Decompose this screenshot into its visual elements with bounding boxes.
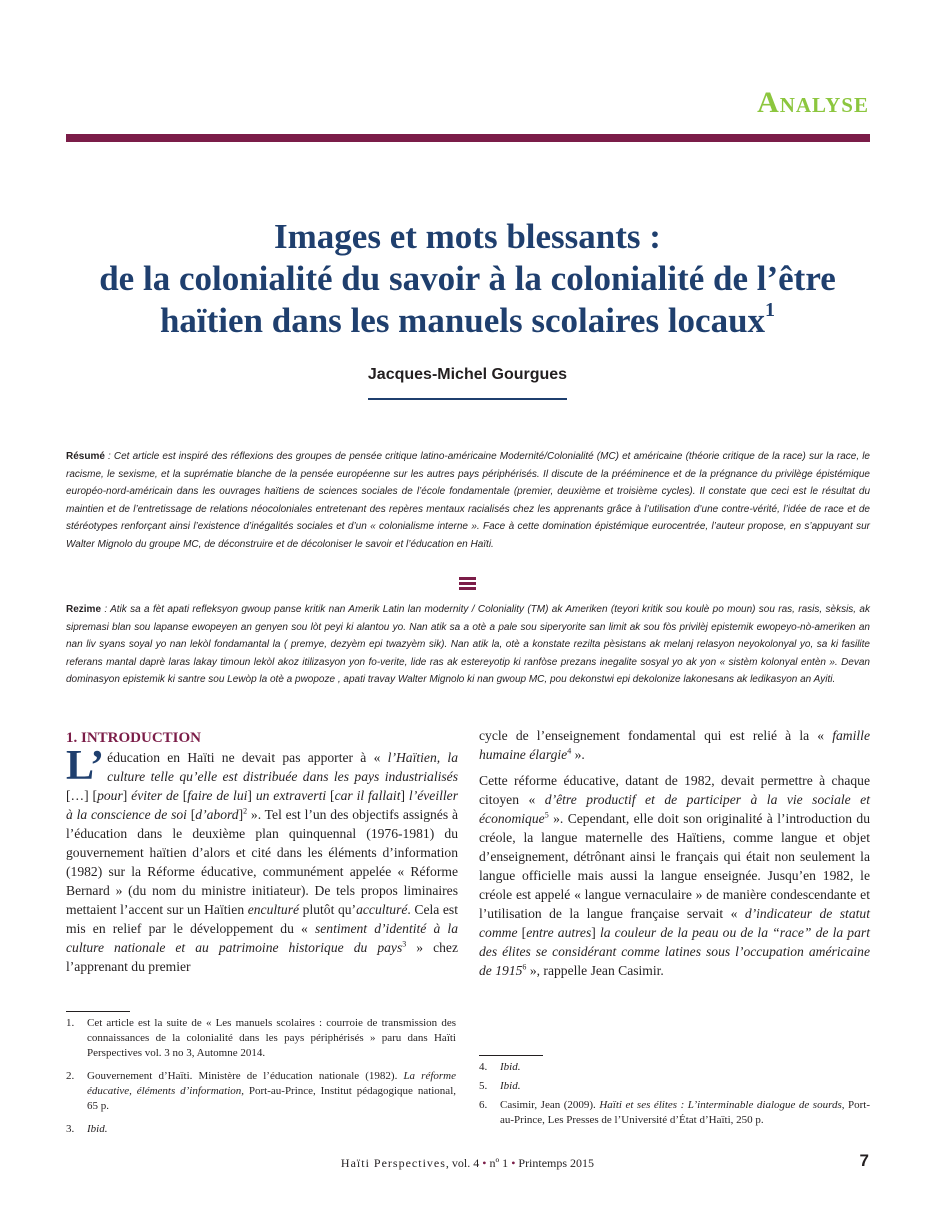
- footnotes-right: [479, 1060, 870, 1132]
- page-footer: Haïti Perspectives, vol. 4 • nº 1 • Printemps 2015: [340, 1156, 595, 1170]
- footnote-ref: 5: [544, 810, 549, 820]
- journal-name: Haïti Perspectives: [340, 1156, 446, 1170]
- footnote-ref: 4: [567, 746, 572, 756]
- abstract-french-text: : Cet article est inspiré des réflexions des groupes de pensée critique latino-américaine Modernité/Colonialité (MC) et américaine (théorie critique de la race) sur la race, le racisme, le sexisme, et la suprématie blanche de la pensée européenne sur les autres pays périphérisés. Il discute de la prééminence et de la prégnance du privilège épistémique européo-nord-américain dans les ouvrages haïtiens de sciences sociales de l’école fondamentale (premier, deuxième et troisième cycles). Il constate que ceci est le résultat du maintien et de l’entretissage de relations néocoloniales entretenant des repères mentaux racialisés chez les apprenants grâce à l’utilisation d’une contre-vérité, l’idée de race et de stéréotypes renforçant ainsi l’existence d’inégalités sociales et d’un « colonialisme interne ». Face à cette domination épistémique eurocentrée, l’auteur propose, en s’appuyant sur Walter Mignolo du groupe MC, de déconstruire et de décoloniser le savoir et l’éducation en Haïti.: [66, 451, 870, 550]
- section-heading: 1. INTRODUCTION: [66, 730, 202, 746]
- footnote-ref: 6: [522, 962, 527, 972]
- footnote: 4. Ibid.: [479, 1061, 521, 1073]
- body-column-right: [479, 726, 870, 980]
- drop-cap: L’: [66, 743, 105, 789]
- title-line-3: [40, 300, 895, 342]
- title-footnote-ref: 1: [765, 299, 776, 321]
- footnote-ref: 3: [402, 939, 407, 949]
- header-rule: [66, 134, 870, 142]
- divider-ornament-icon: [459, 577, 476, 591]
- footnotes-left: [66, 1016, 456, 1145]
- footnote: 6. Casimir, Jean (2009). Haïti et ses élites : L’interminable dialogue de sourds, Port-au-Prince, Les Presses de l’Université d’État d’Haïti, 250 p.: [479, 1099, 871, 1126]
- footnote-ref: 2: [243, 806, 248, 816]
- footnote: 3. Ibid.: [66, 1123, 108, 1135]
- author-rule: [368, 398, 567, 400]
- footnote: 5. Ibid.: [479, 1080, 521, 1092]
- body-paragraph: Cette réforme éducative, datant de 1982, devait permettre à chaque citoyen « d’être productif et de participer à la vie sociale et économique$^5$ ». Cependant, elle doit son originalité à l’introduction du créole, la langue maternelle des Haïtiens, comme langue et objet d’enseignement, détrônant ainsi le français qui était non seulement la langue officielle mais aussi la langue enseignée. Jusqu’en 1982, le créole est appelé « langue vernaculaire » de manière condescendante et l’utilisation de la langue française servait « d’indicateur de statut comme [entre autres] la couleur de la peau ou de la “race” de la part des élites se considérant comme latines sous l’occupation américaine de 1915$^6$ », rappelle Jean Casimir.: [479, 773, 870, 978]
- abstract-creole-text: : Atik sa a fèt apati refleksyon gwoup panse kritik nan Amerik Latin lan modernity / Coloniality (TM) ak Ameriken (teyori kritik sou koulè po moun) sou ras, rasis, sèksis, ak sipremasi blan sou lapanse ewopeyen an genyen sou lòt peyi ki alantou yo. Nan atik sa a otè a pale sou siperyorite san limit ak sou fòs privilèj epistemik ewopeyo-nò-ameriken an nan liv syans soyal yo nan lekòl fondamantal la ( premye, dezyèm epi twazyèm sik). Nan atik la, otè a konstate rezilta pèsistans ak melanj relasyon neyokolonyal yo, sa ki fasilite referans mantal daprè laras lakay timoun lekòl akoz itilizasyon yon fo-verite, lide ras ak estereyotip ki ranfòse prezans inegalite sosyal yo ak yon « sistèm kolonyal entèn ». Devan dominasyon epistemik ki santre sou Lewòp la otè a pwopoze , apati travay Walter Mignolo ki nan gwoup MC, pou dekonstwi epi dekolonize lakonesans ak ledikasyon an Ayiti.: [66, 604, 870, 685]
- footnote-rule: [479, 1055, 543, 1056]
- footnote-rule: [66, 1011, 130, 1012]
- footnote: 1. Cet article est la suite de « Les manuels scolaires : courroie de transmission des connaissances de la colonialité dans les pays périphérisés » paru dans Haïti Perspectives vol. 3 no 3, Automne 2014.: [66, 1017, 456, 1059]
- body-paragraph: L’ éducation en Haïti ne devait pas apporter à « l’Haïtien, la culture telle qu’elle est distribuée dans les pays industrialisés […] [pour] éviter de [faire de lui] un extraverti [car il fallait] l’éveiller à la conscience de soi [d’abord]$^2$ ». Tel est l’un des objectifs assignés à l’éducation dans le deuxième plan quinquennal (1976-1981) du gouvernement haïtien d’alors et cité dans les éléments d’information (1982) sur la Réforme éducative, communément appelée « Réforme Bernard » (du nom du ministre initiateur). De tels propos liminaires mettaient l’accent sur un Haïtien enculturé plutôt qu’acculturé. Cela est mis en relief par le développement du « sentiment d’identité à la culture nationale et au patrimoine historique du pays$^3$ » chez l’apprenant du premier: [66, 743, 458, 974]
- footnote: 2. Gouvernement d’Haïti. Ministère de l’éducation nationale (1982). La réforme éducative, éléments d’information, Port-au-Prince, Institut pédagogique national, 65 p.: [66, 1070, 456, 1112]
- title-line-1: Images et mots blessants :: [274, 217, 661, 256]
- abstract-french-label: Résumé: [66, 451, 105, 462]
- section-label: Analyse: [757, 86, 869, 119]
- title-line-2: de la colonialité du savoir à la colonialité de l’être: [99, 259, 836, 298]
- author-name: Jacques-Michel Gourgues: [367, 366, 568, 383]
- page-number: 7: [859, 1151, 869, 1170]
- body-paragraph: cycle de l’enseignement fondamental qui est relié à la « famille humaine élargie$^4$ ».: [479, 728, 870, 762]
- title-line-3-text: haïtien dans les manuels scolaires locaux: [159, 301, 766, 340]
- abstract-creole-label: Rezime: [66, 604, 102, 615]
- article-title: [40, 216, 895, 342]
- body-column-left: [66, 728, 458, 976]
- abstract-creole: [66, 601, 870, 689]
- abstract-french: [66, 448, 870, 553]
